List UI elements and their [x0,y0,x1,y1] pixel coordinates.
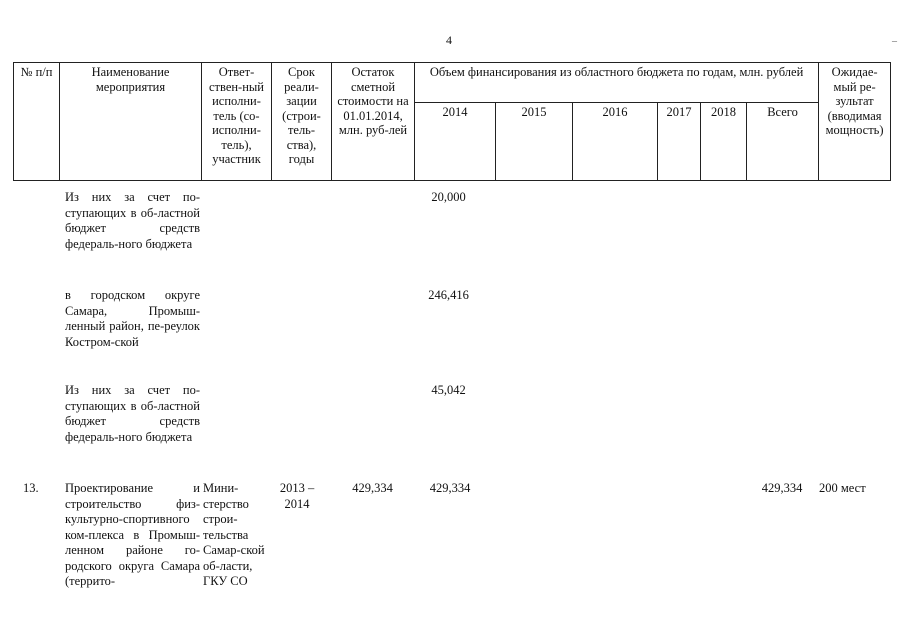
page-number: 4 [446,33,452,47]
row-total: 429,334 [761,481,803,495]
row-2014-value: 20,000 [431,190,466,204]
header-year-2014: 2014 [415,103,496,181]
header-financing: Объем финансирования из областного бюджета по годам, млн. рублей [415,63,819,103]
header-year-2017: 2017 [658,103,701,181]
row-result: 200 мест [819,481,866,495]
header-total: Всего [747,103,819,181]
row-number: 13. [23,481,39,495]
header-name: Наименование мероприятия [60,63,202,181]
header-year-2016: 2016 [573,103,658,181]
header-year-2015: 2015 [496,103,573,181]
header-responsible: Ответ-ствен-ный исполни-тель (со-исполни-тель), участник [202,63,272,181]
row-name: Проектирование и строительство физ-культурно-спортивного ком-плекса в Промыш-ленном районе го-родского округа Самара (террито- [65,481,200,588]
row-name: Из них за счет по-ступающих в об-ластной бюджет средств федераль-ного бюджета [65,190,200,251]
row-name: в городском округе Самара, Промыш-ленный район, пе-реулок Костром-ской [65,288,200,349]
row-name: Из них за счет по-ступающих в об-ластной бюджет средств федераль-ного бюджета [65,383,200,444]
header-term: Срок реали-зации (строи-тель-ства), годы [272,63,332,181]
row-2014-value: 246,416 [428,288,469,302]
row-2014-value: 429,334 [429,481,471,495]
row-2014-value: 45,042 [431,383,466,397]
header-year-2018: 2018 [701,103,747,181]
corner-mark: ‒ [892,36,897,47]
row-remainder: 429,334 [352,481,393,495]
budget-table-header [13,62,891,181]
row-responsible: Мини-стерство строи-тельства Самар-ской об-ласти, ГКУ СО [203,481,265,588]
header-result: Ожидае-мый ре-зультат (вводимая мощность) [819,63,891,181]
header-num: № п/п [14,63,60,181]
row-term: 2013 – 2014 [279,481,315,511]
header-remainder: Остаток сметной стоимости на 01.01.2014, млн. руб-лей [332,63,415,181]
